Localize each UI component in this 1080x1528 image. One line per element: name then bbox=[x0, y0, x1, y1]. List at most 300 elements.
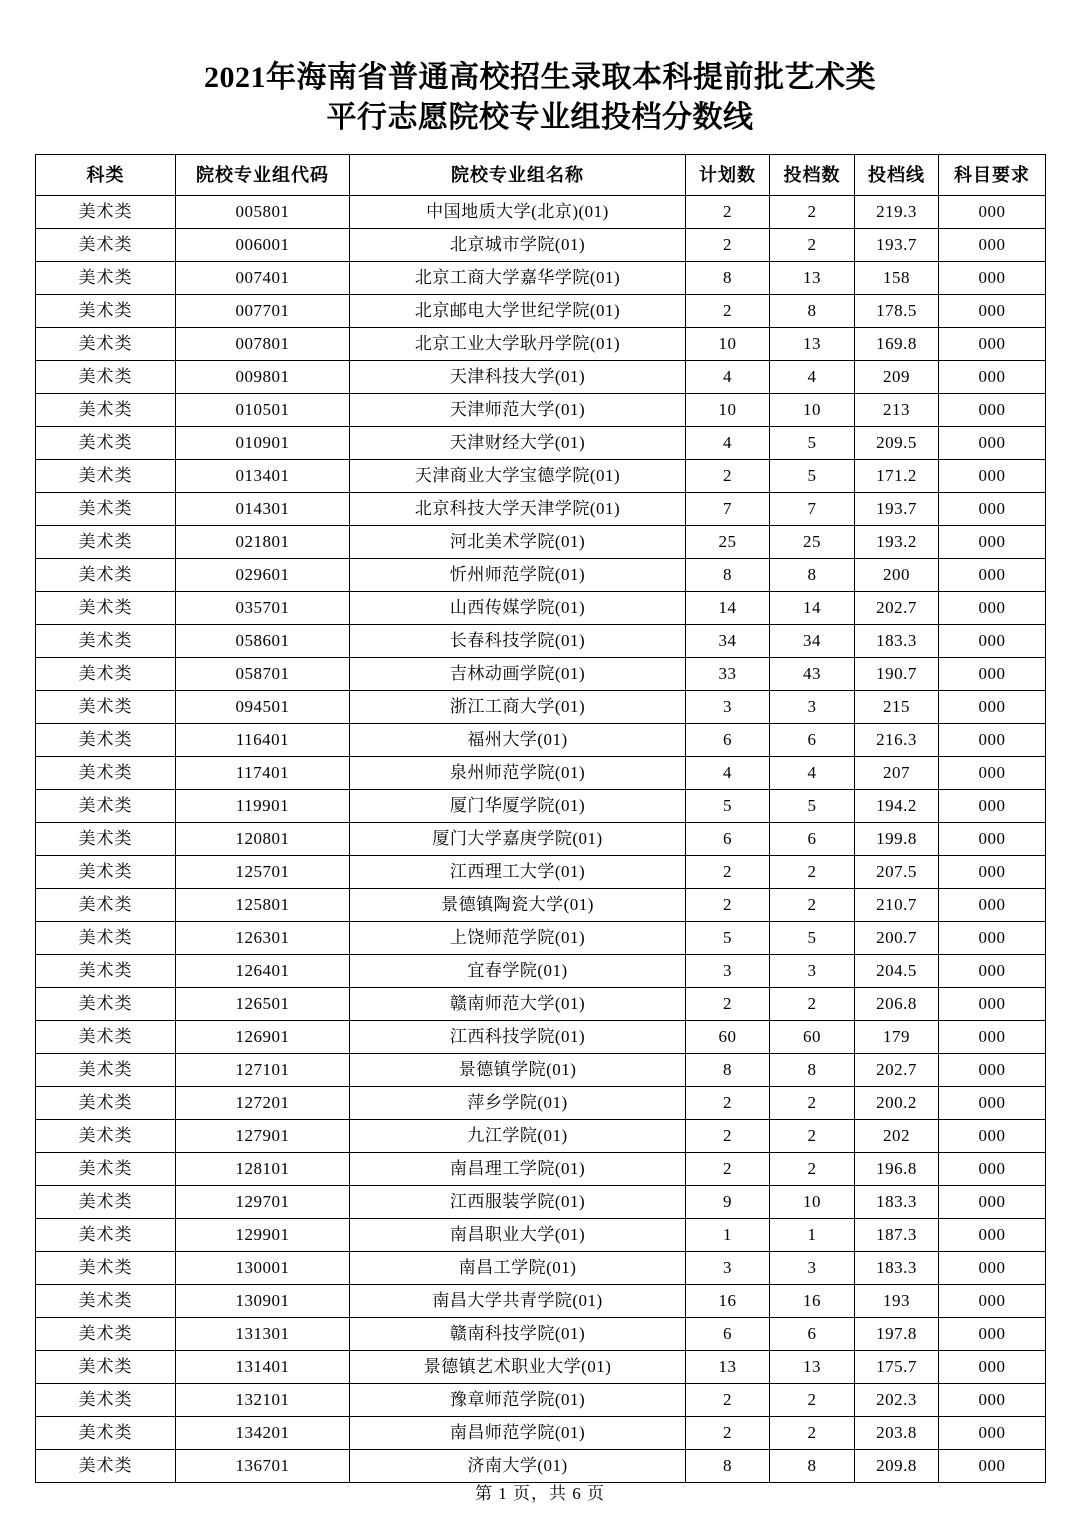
cell-tdnum: 2 bbox=[770, 1153, 855, 1186]
cell-tdline: 207 bbox=[855, 757, 939, 790]
cell-code: 058701 bbox=[176, 658, 350, 691]
cell-tdline: 202.7 bbox=[855, 592, 939, 625]
cell-code: 007701 bbox=[176, 295, 350, 328]
cell-subject: 000 bbox=[939, 1351, 1046, 1384]
cell-subject: 000 bbox=[939, 460, 1046, 493]
cell-name: 北京邮电大学世纪学院(01) bbox=[350, 295, 686, 328]
cell-plan: 2 bbox=[686, 1384, 770, 1417]
cell-tdline: 213 bbox=[855, 394, 939, 427]
cell-name: 忻州师范学院(01) bbox=[350, 559, 686, 592]
cell-tdnum: 13 bbox=[770, 1351, 855, 1384]
cell-kelei: 美术类 bbox=[36, 1054, 176, 1087]
cell-kelei: 美术类 bbox=[36, 757, 176, 790]
cell-code: 131301 bbox=[176, 1318, 350, 1351]
cell-kelei: 美术类 bbox=[36, 361, 176, 394]
cell-plan: 6 bbox=[686, 1318, 770, 1351]
cell-name: 上饶师范学院(01) bbox=[350, 922, 686, 955]
table-row bbox=[36, 361, 1046, 394]
column-header-tdline: 投档线 bbox=[855, 155, 939, 196]
cell-kelei: 美术类 bbox=[36, 1351, 176, 1384]
cell-code: 119901 bbox=[176, 790, 350, 823]
cell-kelei: 美术类 bbox=[36, 955, 176, 988]
cell-plan: 2 bbox=[686, 988, 770, 1021]
cell-code: 130901 bbox=[176, 1285, 350, 1318]
cell-tdnum: 10 bbox=[770, 1186, 855, 1219]
cell-plan: 5 bbox=[686, 922, 770, 955]
table-row bbox=[36, 328, 1046, 361]
cell-subject: 000 bbox=[939, 691, 1046, 724]
cell-name: 南昌师范学院(01) bbox=[350, 1417, 686, 1450]
cell-plan: 3 bbox=[686, 691, 770, 724]
table-row bbox=[36, 658, 1046, 691]
cell-subject: 000 bbox=[939, 1021, 1046, 1054]
cell-name: 吉林动画学院(01) bbox=[350, 658, 686, 691]
cell-code: 014301 bbox=[176, 493, 350, 526]
table-row bbox=[36, 229, 1046, 262]
cell-tdnum: 25 bbox=[770, 526, 855, 559]
cell-code: 126401 bbox=[176, 955, 350, 988]
cell-name: 山西传媒学院(01) bbox=[350, 592, 686, 625]
cell-name: 南昌理工学院(01) bbox=[350, 1153, 686, 1186]
cell-subject: 000 bbox=[939, 823, 1046, 856]
cell-kelei: 美术类 bbox=[36, 856, 176, 889]
cell-tdline: 187.3 bbox=[855, 1219, 939, 1252]
table-row bbox=[36, 592, 1046, 625]
cell-plan: 2 bbox=[686, 856, 770, 889]
cell-subject: 000 bbox=[939, 757, 1046, 790]
cell-kelei: 美术类 bbox=[36, 1021, 176, 1054]
column-header-plan: 计划数 bbox=[686, 155, 770, 196]
cell-kelei: 美术类 bbox=[36, 559, 176, 592]
cell-tdline: 206.8 bbox=[855, 988, 939, 1021]
cell-tdline: 216.3 bbox=[855, 724, 939, 757]
cell-plan: 60 bbox=[686, 1021, 770, 1054]
cell-subject: 000 bbox=[939, 1153, 1046, 1186]
cell-tdline: 210.7 bbox=[855, 889, 939, 922]
cell-kelei: 美术类 bbox=[36, 592, 176, 625]
cell-subject: 000 bbox=[939, 1054, 1046, 1087]
page-title bbox=[0, 0, 1080, 138]
cell-subject: 000 bbox=[939, 724, 1046, 757]
cell-name: 江西理工大学(01) bbox=[350, 856, 686, 889]
table-header bbox=[36, 155, 1046, 196]
cell-tdnum: 6 bbox=[770, 724, 855, 757]
cell-subject: 000 bbox=[939, 394, 1046, 427]
table-row bbox=[36, 1450, 1046, 1483]
table-row bbox=[36, 493, 1046, 526]
cell-plan: 33 bbox=[686, 658, 770, 691]
table-row bbox=[36, 526, 1046, 559]
cell-tdline: 193.7 bbox=[855, 229, 939, 262]
cell-kelei: 美术类 bbox=[36, 1087, 176, 1120]
cell-name: 景德镇艺术职业大学(01) bbox=[350, 1351, 686, 1384]
cell-tdnum: 8 bbox=[770, 295, 855, 328]
cell-tdline: 171.2 bbox=[855, 460, 939, 493]
cell-subject: 000 bbox=[939, 856, 1046, 889]
table-body bbox=[36, 196, 1046, 1483]
cell-kelei: 美术类 bbox=[36, 1384, 176, 1417]
cell-plan: 2 bbox=[686, 889, 770, 922]
cell-code: 006001 bbox=[176, 229, 350, 262]
cell-name: 赣南师范大学(01) bbox=[350, 988, 686, 1021]
cell-kelei: 美术类 bbox=[36, 229, 176, 262]
cell-kelei: 美术类 bbox=[36, 295, 176, 328]
cell-kelei: 美术类 bbox=[36, 328, 176, 361]
cell-plan: 7 bbox=[686, 493, 770, 526]
cell-kelei: 美术类 bbox=[36, 691, 176, 724]
table-row bbox=[36, 1252, 1046, 1285]
cell-code: 007401 bbox=[176, 262, 350, 295]
cell-tdline: 209 bbox=[855, 361, 939, 394]
cell-code: 126301 bbox=[176, 922, 350, 955]
table-row bbox=[36, 955, 1046, 988]
cell-tdnum: 5 bbox=[770, 460, 855, 493]
cell-tdnum: 43 bbox=[770, 658, 855, 691]
cell-plan: 3 bbox=[686, 955, 770, 988]
cell-code: 005801 bbox=[176, 196, 350, 229]
cell-name: 天津商业大学宝德学院(01) bbox=[350, 460, 686, 493]
cell-plan: 10 bbox=[686, 394, 770, 427]
column-header-kelei: 科类 bbox=[36, 155, 176, 196]
cell-tdnum: 4 bbox=[770, 361, 855, 394]
cell-code: 116401 bbox=[176, 724, 350, 757]
cell-name: 福州大学(01) bbox=[350, 724, 686, 757]
cell-tdline: 203.8 bbox=[855, 1417, 939, 1450]
table-row bbox=[36, 1153, 1046, 1186]
cell-kelei: 美术类 bbox=[36, 262, 176, 295]
cell-code: 029601 bbox=[176, 559, 350, 592]
cell-plan: 8 bbox=[686, 559, 770, 592]
cell-tdnum: 34 bbox=[770, 625, 855, 658]
cell-subject: 000 bbox=[939, 1186, 1046, 1219]
cell-plan: 4 bbox=[686, 361, 770, 394]
cell-kelei: 美术类 bbox=[36, 196, 176, 229]
cell-name: 景德镇学院(01) bbox=[350, 1054, 686, 1087]
cell-subject: 000 bbox=[939, 889, 1046, 922]
cell-code: 131401 bbox=[176, 1351, 350, 1384]
cell-kelei: 美术类 bbox=[36, 988, 176, 1021]
cell-code: 010901 bbox=[176, 427, 350, 460]
cell-tdnum: 3 bbox=[770, 691, 855, 724]
cell-plan: 1 bbox=[686, 1219, 770, 1252]
cell-subject: 000 bbox=[939, 196, 1046, 229]
cell-subject: 000 bbox=[939, 526, 1046, 559]
cell-code: 130001 bbox=[176, 1252, 350, 1285]
cell-kelei: 美术类 bbox=[36, 724, 176, 757]
cell-plan: 2 bbox=[686, 1120, 770, 1153]
cell-kelei: 美术类 bbox=[36, 1318, 176, 1351]
cell-tdline: 194.2 bbox=[855, 790, 939, 823]
cell-subject: 000 bbox=[939, 988, 1046, 1021]
cell-name: 中国地质大学(北京)(01) bbox=[350, 196, 686, 229]
table-row bbox=[36, 394, 1046, 427]
cell-name: 厦门大学嘉庚学院(01) bbox=[350, 823, 686, 856]
score-table-container bbox=[35, 138, 1045, 1483]
cell-tdnum: 13 bbox=[770, 328, 855, 361]
cell-name: 南昌大学共青学院(01) bbox=[350, 1285, 686, 1318]
page-title-line-1: 2021年海南省普通高校招生录取本科提前批艺术类 bbox=[204, 61, 876, 94]
cell-name: 北京工商大学嘉华学院(01) bbox=[350, 262, 686, 295]
table-row bbox=[36, 1219, 1046, 1252]
cell-code: 125801 bbox=[176, 889, 350, 922]
cell-subject: 000 bbox=[939, 1285, 1046, 1318]
table-row bbox=[36, 1384, 1046, 1417]
cell-tdnum: 2 bbox=[770, 1384, 855, 1417]
cell-tdline: 204.5 bbox=[855, 955, 939, 988]
cell-kelei: 美术类 bbox=[36, 625, 176, 658]
cell-plan: 10 bbox=[686, 328, 770, 361]
table-row bbox=[36, 460, 1046, 493]
cell-name: 北京城市学院(01) bbox=[350, 229, 686, 262]
cell-subject: 000 bbox=[939, 295, 1046, 328]
cell-plan: 2 bbox=[686, 196, 770, 229]
cell-subject: 000 bbox=[939, 1384, 1046, 1417]
cell-name: 济南大学(01) bbox=[350, 1450, 686, 1483]
cell-kelei: 美术类 bbox=[36, 460, 176, 493]
cell-code: 134201 bbox=[176, 1417, 350, 1450]
cell-subject: 000 bbox=[939, 328, 1046, 361]
cell-name: 天津财经大学(01) bbox=[350, 427, 686, 460]
cell-plan: 6 bbox=[686, 823, 770, 856]
cell-plan: 8 bbox=[686, 1054, 770, 1087]
table-row bbox=[36, 922, 1046, 955]
cell-kelei: 美术类 bbox=[36, 658, 176, 691]
cell-name: 天津科技大学(01) bbox=[350, 361, 686, 394]
cell-tdline: 196.8 bbox=[855, 1153, 939, 1186]
table-row bbox=[36, 988, 1046, 1021]
cell-kelei: 美术类 bbox=[36, 493, 176, 526]
cell-kelei: 美术类 bbox=[36, 1450, 176, 1483]
cell-kelei: 美术类 bbox=[36, 823, 176, 856]
cell-kelei: 美术类 bbox=[36, 1219, 176, 1252]
cell-name: 河北美术学院(01) bbox=[350, 526, 686, 559]
cell-name: 厦门华厦学院(01) bbox=[350, 790, 686, 823]
table-row bbox=[36, 1351, 1046, 1384]
cell-name: 景德镇陶瓷大学(01) bbox=[350, 889, 686, 922]
cell-tdline: 179 bbox=[855, 1021, 939, 1054]
cell-subject: 000 bbox=[939, 922, 1046, 955]
cell-kelei: 美术类 bbox=[36, 1285, 176, 1318]
table-row bbox=[36, 1054, 1046, 1087]
cell-kelei: 美术类 bbox=[36, 889, 176, 922]
table-row bbox=[36, 1417, 1046, 1450]
table-row bbox=[36, 790, 1046, 823]
cell-plan: 34 bbox=[686, 625, 770, 658]
cell-plan: 8 bbox=[686, 262, 770, 295]
column-header-tdnum: 投档数 bbox=[770, 155, 855, 196]
cell-name: 江西科技学院(01) bbox=[350, 1021, 686, 1054]
cell-tdline: 202 bbox=[855, 1120, 939, 1153]
cell-kelei: 美术类 bbox=[36, 1120, 176, 1153]
cell-kelei: 美术类 bbox=[36, 427, 176, 460]
table-row bbox=[36, 889, 1046, 922]
cell-code: 010501 bbox=[176, 394, 350, 427]
cell-tdnum: 7 bbox=[770, 493, 855, 526]
cell-code: 125701 bbox=[176, 856, 350, 889]
cell-name: 赣南科技学院(01) bbox=[350, 1318, 686, 1351]
cell-tdnum: 3 bbox=[770, 955, 855, 988]
page-footer: 第 1 页，共 6 页 bbox=[475, 1484, 605, 1503]
cell-tdnum: 2 bbox=[770, 1417, 855, 1450]
cell-plan: 16 bbox=[686, 1285, 770, 1318]
table-row bbox=[36, 1021, 1046, 1054]
cell-name: 南昌工学院(01) bbox=[350, 1252, 686, 1285]
cell-tdnum: 2 bbox=[770, 889, 855, 922]
cell-plan: 2 bbox=[686, 1153, 770, 1186]
cell-kelei: 美术类 bbox=[36, 1252, 176, 1285]
cell-code: 129701 bbox=[176, 1186, 350, 1219]
cell-subject: 000 bbox=[939, 1450, 1046, 1483]
cell-code: 035701 bbox=[176, 592, 350, 625]
cell-plan: 9 bbox=[686, 1186, 770, 1219]
cell-name: 泉州师范学院(01) bbox=[350, 757, 686, 790]
cell-name: 南昌职业大学(01) bbox=[350, 1219, 686, 1252]
cell-subject: 000 bbox=[939, 1219, 1046, 1252]
cell-tdnum: 2 bbox=[770, 1120, 855, 1153]
cell-tdnum: 8 bbox=[770, 559, 855, 592]
cell-name: 萍乡学院(01) bbox=[350, 1087, 686, 1120]
cell-tdnum: 5 bbox=[770, 790, 855, 823]
cell-code: 127901 bbox=[176, 1120, 350, 1153]
cell-subject: 000 bbox=[939, 1120, 1046, 1153]
admission-score-table bbox=[35, 154, 1046, 1483]
cell-tdline: 169.8 bbox=[855, 328, 939, 361]
cell-kelei: 美术类 bbox=[36, 526, 176, 559]
cell-subject: 000 bbox=[939, 592, 1046, 625]
cell-tdline: 178.5 bbox=[855, 295, 939, 328]
cell-tdline: 183.3 bbox=[855, 625, 939, 658]
cell-name: 北京工业大学耿丹学院(01) bbox=[350, 328, 686, 361]
column-header-subject: 科目要求 bbox=[939, 155, 1046, 196]
cell-name: 北京科技大学天津学院(01) bbox=[350, 493, 686, 526]
cell-plan: 4 bbox=[686, 427, 770, 460]
table-row bbox=[36, 1120, 1046, 1153]
cell-code: 127201 bbox=[176, 1087, 350, 1120]
cell-tdnum: 13 bbox=[770, 262, 855, 295]
cell-plan: 13 bbox=[686, 1351, 770, 1384]
cell-code: 009801 bbox=[176, 361, 350, 394]
cell-plan: 5 bbox=[686, 790, 770, 823]
cell-code: 129901 bbox=[176, 1219, 350, 1252]
cell-tdline: 183.3 bbox=[855, 1252, 939, 1285]
table-row bbox=[36, 625, 1046, 658]
cell-tdline: 219.3 bbox=[855, 196, 939, 229]
cell-code: 128101 bbox=[176, 1153, 350, 1186]
table-row bbox=[36, 559, 1046, 592]
cell-kelei: 美术类 bbox=[36, 1186, 176, 1219]
cell-tdline: 200 bbox=[855, 559, 939, 592]
cell-kelei: 美术类 bbox=[36, 394, 176, 427]
cell-tdnum: 16 bbox=[770, 1285, 855, 1318]
cell-tdnum: 6 bbox=[770, 823, 855, 856]
cell-plan: 2 bbox=[686, 460, 770, 493]
cell-tdline: 183.3 bbox=[855, 1186, 939, 1219]
cell-name: 天津师范大学(01) bbox=[350, 394, 686, 427]
cell-code: 117401 bbox=[176, 757, 350, 790]
cell-plan: 2 bbox=[686, 1087, 770, 1120]
cell-subject: 000 bbox=[939, 1318, 1046, 1351]
cell-tdnum: 8 bbox=[770, 1450, 855, 1483]
cell-tdline: 202.3 bbox=[855, 1384, 939, 1417]
cell-tdline: 190.7 bbox=[855, 658, 939, 691]
table-row bbox=[36, 1186, 1046, 1219]
cell-subject: 000 bbox=[939, 493, 1046, 526]
cell-tdnum: 10 bbox=[770, 394, 855, 427]
cell-subject: 000 bbox=[939, 361, 1046, 394]
cell-tdline: 193 bbox=[855, 1285, 939, 1318]
cell-code: 126901 bbox=[176, 1021, 350, 1054]
cell-tdnum: 5 bbox=[770, 427, 855, 460]
cell-tdnum: 8 bbox=[770, 1054, 855, 1087]
cell-code: 058601 bbox=[176, 625, 350, 658]
table-row bbox=[36, 1087, 1046, 1120]
table-row bbox=[36, 1285, 1046, 1318]
cell-subject: 000 bbox=[939, 1252, 1046, 1285]
cell-name: 豫章师范学院(01) bbox=[350, 1384, 686, 1417]
table-row bbox=[36, 295, 1046, 328]
cell-subject: 000 bbox=[939, 625, 1046, 658]
table-row bbox=[36, 262, 1046, 295]
cell-name: 九江学院(01) bbox=[350, 1120, 686, 1153]
cell-tdline: 200.7 bbox=[855, 922, 939, 955]
table-row bbox=[36, 427, 1046, 460]
cell-tdnum: 5 bbox=[770, 922, 855, 955]
cell-subject: 000 bbox=[939, 229, 1046, 262]
cell-subject: 000 bbox=[939, 1417, 1046, 1450]
cell-tdnum: 2 bbox=[770, 229, 855, 262]
cell-subject: 000 bbox=[939, 790, 1046, 823]
cell-tdline: 197.8 bbox=[855, 1318, 939, 1351]
cell-tdline: 158 bbox=[855, 262, 939, 295]
cell-tdline: 193.7 bbox=[855, 493, 939, 526]
cell-code: 127101 bbox=[176, 1054, 350, 1087]
cell-name: 长春科技学院(01) bbox=[350, 625, 686, 658]
cell-code: 126501 bbox=[176, 988, 350, 1021]
cell-kelei: 美术类 bbox=[36, 922, 176, 955]
cell-subject: 000 bbox=[939, 1087, 1046, 1120]
cell-plan: 3 bbox=[686, 1252, 770, 1285]
cell-name: 江西服装学院(01) bbox=[350, 1186, 686, 1219]
cell-code: 013401 bbox=[176, 460, 350, 493]
cell-plan: 2 bbox=[686, 295, 770, 328]
cell-plan: 14 bbox=[686, 592, 770, 625]
cell-kelei: 美术类 bbox=[36, 1417, 176, 1450]
cell-plan: 4 bbox=[686, 757, 770, 790]
table-row bbox=[36, 691, 1046, 724]
table-header-row bbox=[36, 155, 1046, 196]
cell-tdnum: 3 bbox=[770, 1252, 855, 1285]
cell-tdline: 209.5 bbox=[855, 427, 939, 460]
cell-code: 094501 bbox=[176, 691, 350, 724]
cell-plan: 25 bbox=[686, 526, 770, 559]
cell-tdline: 202.7 bbox=[855, 1054, 939, 1087]
cell-code: 136701 bbox=[176, 1450, 350, 1483]
cell-plan: 8 bbox=[686, 1450, 770, 1483]
cell-subject: 000 bbox=[939, 955, 1046, 988]
column-header-code: 院校专业组代码 bbox=[176, 155, 350, 196]
cell-tdnum: 14 bbox=[770, 592, 855, 625]
table-row bbox=[36, 856, 1046, 889]
cell-tdnum: 2 bbox=[770, 196, 855, 229]
cell-name: 浙江工商大学(01) bbox=[350, 691, 686, 724]
cell-tdline: 215 bbox=[855, 691, 939, 724]
cell-tdline: 199.8 bbox=[855, 823, 939, 856]
cell-tdline: 175.7 bbox=[855, 1351, 939, 1384]
cell-subject: 000 bbox=[939, 427, 1046, 460]
cell-tdnum: 2 bbox=[770, 988, 855, 1021]
cell-code: 021801 bbox=[176, 526, 350, 559]
cell-subject: 000 bbox=[939, 262, 1046, 295]
